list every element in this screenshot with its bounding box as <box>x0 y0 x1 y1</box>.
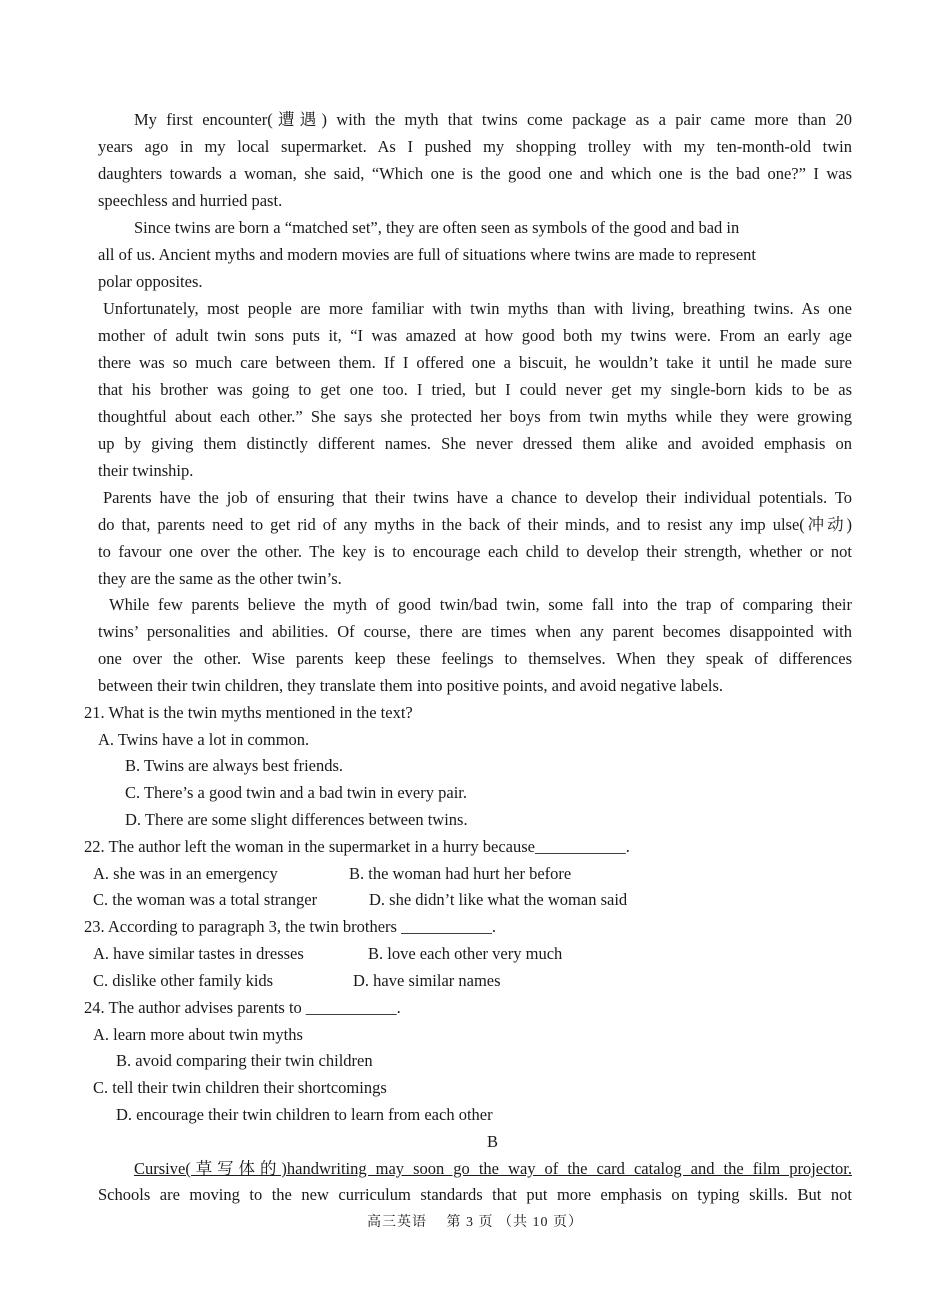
paragraph-line: do that, parents need to get rid of any myths in the back of their minds, and to resist any imp ulse(冲动) <box>98 515 852 534</box>
question-stem: 22. The author left the woman in the supermarket in a hurry because___________. <box>84 837 630 856</box>
answer-option-a[interactable]: A. she was in an emergency <box>93 864 278 883</box>
paragraph-line: polar opposites. <box>98 272 203 291</box>
paragraph-line: up by giving them distinctly different names. She never dressed them alike and avoided emphasis on <box>98 434 852 453</box>
paragraph-line: one over the other. Wise parents keep these feelings to themselves. When they speak of differences <box>98 649 852 668</box>
answer-option-a[interactable]: A. have similar tastes in dresses <box>93 944 304 963</box>
paragraph-line: Since twins are born a “matched set”, they are often seen as symbols of the good and bad in <box>134 218 740 237</box>
paragraph-line: My first encounter(遭遇) with the myth that twins come package as a pair came more than 20 <box>134 110 852 129</box>
answer-option-c[interactable]: C. dislike other family kids <box>93 971 274 990</box>
answer-option-b[interactable]: B. the woman had hurt her before <box>349 864 572 883</box>
paragraph-line: to favour one over the other. The key is to encourage each child to develop their strength, whether or not <box>98 542 852 561</box>
paragraph-line: thoughtful about each other.” She says she protected her boys from twin myths while they were growing <box>98 407 852 426</box>
answer-option-b[interactable]: B. love each other very much <box>368 944 563 963</box>
paragraph-line: speechless and hurried past. <box>98 191 283 210</box>
answer-option-d[interactable]: D. encourage their twin children to learn from each other <box>116 1105 493 1124</box>
paragraph-line: Unfortunately, most people are more familiar with twin myths than with living, breathing twins. As one <box>103 299 852 318</box>
answer-option-c[interactable]: C. There’s a good twin and a bad twin in every pair. <box>125 783 467 802</box>
answer-option-c[interactable]: C. the woman was a total stranger <box>93 890 318 909</box>
page-footer: 高三英语 第 3 页 （共 10 页） <box>367 1215 583 1230</box>
section-heading: B <box>486 1132 498 1151</box>
answer-option-a[interactable]: A. Twins have a lot in common. <box>98 730 310 749</box>
question-stem: 23. According to paragraph 3, the twin brothers ___________. <box>84 917 496 936</box>
question-stem: 24. The author advises parents to ___________. <box>84 998 401 1017</box>
paragraph-line: there was so much care between them. If I offered one a biscuit, he wouldn’t take it until he made sure <box>98 353 852 372</box>
answer-option-d[interactable]: D. have similar names <box>353 971 501 990</box>
underlined-sentence: Cursive(草写体的)handwriting may soon go the way of the card catalog and the film projector. <box>134 1159 852 1178</box>
question-stem: 21. What is the twin myths mentioned in the text? <box>84 703 413 722</box>
paragraph-line: years ago in my local supermarket. As I pushed my shopping trolley with my ten-month-old twin <box>98 137 852 156</box>
paragraph-line: daughters towards a woman, she said, “Which one is the good one and which one is the bad one?” I was <box>98 164 852 183</box>
paragraph-line: While few parents believe the myth of good twin/bad twin, some fall into the trap of comparing their <box>109 595 852 614</box>
answer-option-d[interactable]: D. she didn’t like what the woman said <box>369 890 628 909</box>
answer-option-b[interactable]: B. Twins are always best friends. <box>125 756 344 775</box>
paragraph-line: twins’ personalities and abilities. Of course, there are times when any parent becomes disappointed with <box>98 622 852 641</box>
answer-option-a[interactable]: A. learn more about twin myths <box>93 1025 303 1044</box>
answer-option-c[interactable]: C. tell their twin children their shortcomings <box>93 1078 387 1097</box>
paragraph-line: they are the same as the other twin’s. <box>98 569 342 588</box>
paragraph-line: Parents have the job of ensuring that their twins have a chance to develop their individual potentials. To <box>103 488 852 507</box>
paragraph-line: Schools are moving to the new curriculum standards that put more emphasis on typing skills. But not <box>98 1185 852 1204</box>
paragraph-line: their twinship. <box>98 461 194 480</box>
paragraph-line: all of us. Ancient myths and modern movies are full of situations where twins are made to represent <box>98 245 756 264</box>
paragraph-line: that his brother was going to get one too. I tried, but I could never get my single-born kids to be as <box>98 380 852 399</box>
paragraph-line: mother of adult twin sons puts it, “I was amazed at how good both my twins were. From an early age <box>98 326 852 345</box>
answer-option-d[interactable]: D. There are some slight differences between twins. <box>125 810 468 829</box>
answer-option-b[interactable]: B. avoid comparing their twin children <box>116 1051 373 1070</box>
paragraph-line: between their twin children, they translate them into positive points, and avoid negative labels. <box>98 676 724 695</box>
